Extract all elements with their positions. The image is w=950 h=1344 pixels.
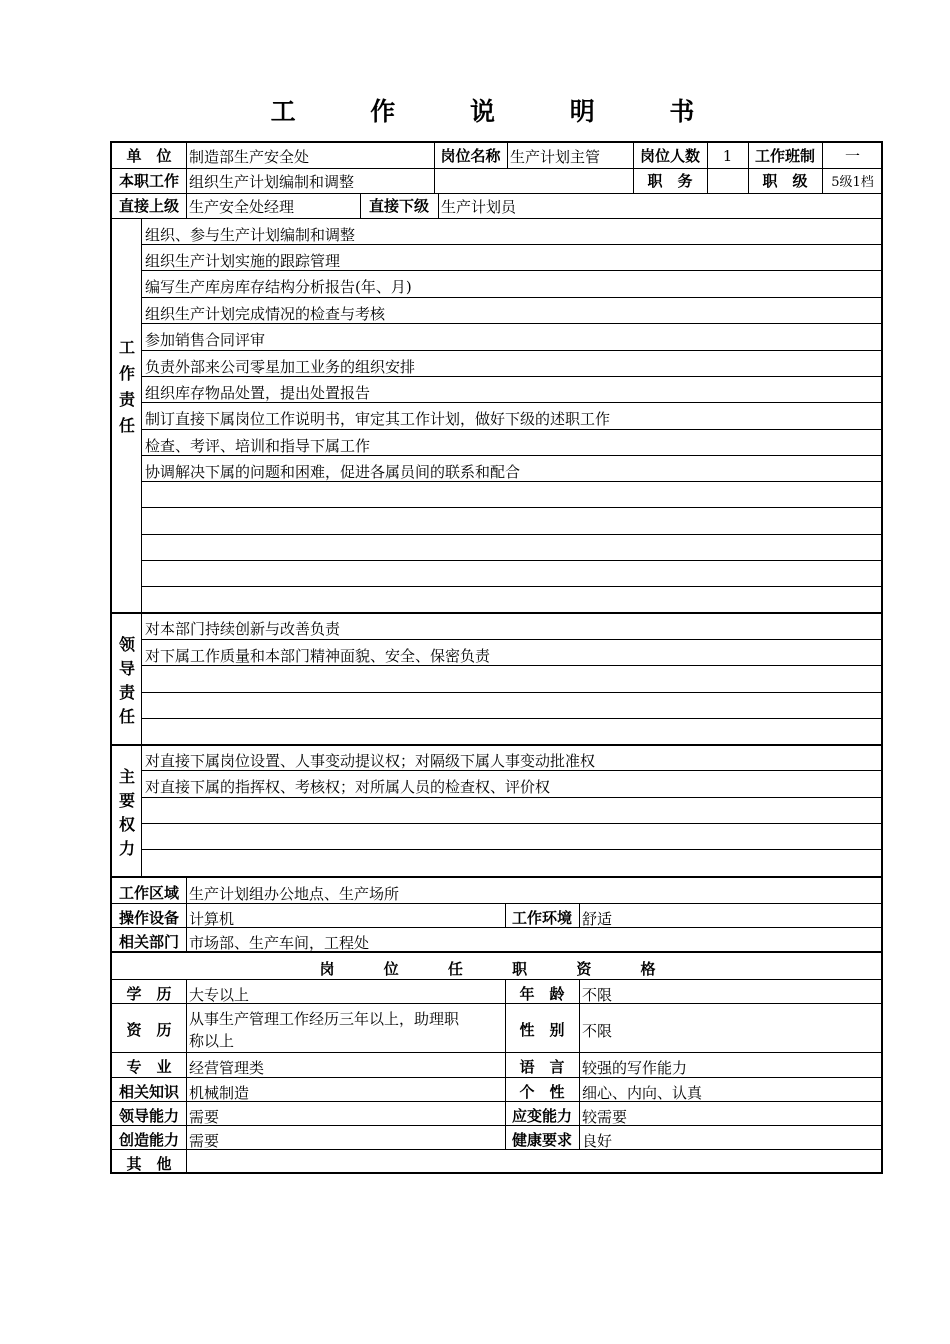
work-duty-item: 负责外部来公司零星加工业务的组织安排 bbox=[145, 358, 416, 376]
unit-label: 单 位 bbox=[126, 147, 172, 165]
shift-label: 工作班制 bbox=[754, 147, 815, 165]
row-divider bbox=[142, 455, 881, 456]
superior-value: 生产安全处经理 bbox=[189, 198, 295, 216]
row-divider bbox=[112, 218, 881, 219]
document-title: 工 作 说 明 书 bbox=[270, 97, 728, 126]
authority-item: 对直接下属岗位设置、人事变动提议权；对隔级下属人事变动批准权 bbox=[145, 752, 596, 770]
row-divider bbox=[112, 168, 881, 169]
creativity-label: 创造能力 bbox=[118, 1131, 179, 1149]
col-divider bbox=[507, 143, 508, 168]
row-divider bbox=[142, 323, 881, 324]
row-divider bbox=[142, 350, 881, 351]
related-dept-label: 相关部门 bbox=[118, 933, 179, 951]
work-duty-item: 检查、考评、培训和指导下属工作 bbox=[145, 437, 371, 455]
work-area-label: 工作区域 bbox=[118, 884, 179, 902]
equipment-label: 操作设备 bbox=[118, 909, 179, 927]
education-label: 学 历 bbox=[126, 985, 172, 1003]
row-divider bbox=[142, 849, 881, 850]
major-value: 经营管理类 bbox=[189, 1059, 265, 1077]
work-duty-item: 组织库存物品处置，提出处置报告 bbox=[145, 384, 371, 402]
row-divider bbox=[142, 481, 881, 482]
post-name-value: 生产计划主管 bbox=[510, 148, 601, 166]
row-divider bbox=[142, 376, 881, 377]
col-divider bbox=[579, 979, 580, 1149]
job-description-form bbox=[110, 141, 883, 1174]
duty-value: 组织生产计划编制和调整 bbox=[189, 173, 355, 191]
headcount-value: 1 bbox=[722, 147, 733, 165]
row-divider bbox=[112, 193, 881, 194]
work-duty-label: 工 作 责 任 bbox=[118, 338, 135, 435]
work-environment-value: 舒适 bbox=[582, 910, 613, 928]
adaptability-label: 应变能力 bbox=[511, 1107, 572, 1125]
gender-label: 性 别 bbox=[519, 1021, 565, 1039]
creativity-value: 需要 bbox=[189, 1132, 220, 1150]
section-divider bbox=[112, 876, 881, 878]
row-divider bbox=[112, 1052, 881, 1053]
experience-label: 资 历 bbox=[126, 1021, 172, 1039]
row-divider bbox=[142, 718, 881, 719]
row-divider bbox=[142, 770, 881, 771]
personality-value: 细心、内向、认真 bbox=[582, 1084, 703, 1102]
other-label: 其 他 bbox=[126, 1155, 172, 1173]
section-divider bbox=[112, 612, 881, 614]
work-area-value: 生产计划组办公地点、生产场所 bbox=[189, 885, 400, 903]
row-divider bbox=[142, 429, 881, 430]
row-divider bbox=[142, 586, 881, 587]
personality-label: 个 性 bbox=[519, 1083, 565, 1101]
language-value: 较强的写作能力 bbox=[582, 1059, 688, 1077]
work-environment-label: 工作环境 bbox=[511, 909, 572, 927]
row-divider bbox=[142, 534, 881, 535]
work-duty-item: 制订直接下属岗位工作说明书，审定其工作计划，做好下级的述职工作 bbox=[145, 410, 611, 428]
row-divider bbox=[142, 797, 881, 798]
row-divider bbox=[142, 692, 881, 693]
col-divider bbox=[186, 979, 187, 1174]
row-divider bbox=[112, 979, 881, 980]
row-divider bbox=[142, 823, 881, 824]
education-value: 大专以上 bbox=[189, 986, 250, 1004]
col-divider bbox=[186, 876, 187, 951]
row-divider bbox=[142, 402, 881, 403]
row-divider bbox=[112, 903, 881, 904]
row-divider bbox=[142, 507, 881, 508]
row-divider bbox=[142, 270, 881, 271]
rank-value: 5级1档 bbox=[831, 175, 874, 190]
related-dept-value: 市场部、生产车间，工程处 bbox=[189, 934, 370, 952]
duty-label: 本职工作 bbox=[118, 172, 179, 190]
col-divider bbox=[186, 143, 187, 218]
position-label: 职 务 bbox=[647, 172, 693, 190]
row-divider bbox=[112, 1149, 881, 1150]
post-name-label: 岗位名称 bbox=[440, 147, 501, 165]
superior-label: 直接上级 bbox=[118, 197, 179, 215]
experience-value-cont: 称以上 bbox=[189, 1032, 235, 1050]
row-divider bbox=[142, 665, 881, 666]
col-divider bbox=[579, 903, 580, 927]
unit-value: 制造部生产安全处 bbox=[189, 148, 310, 166]
health-label: 健康要求 bbox=[511, 1131, 572, 1149]
authority-label: 主 要 权 力 bbox=[118, 767, 135, 858]
row-divider bbox=[142, 560, 881, 561]
rank-label: 职 级 bbox=[762, 172, 808, 190]
language-label: 语 言 bbox=[519, 1058, 565, 1076]
qualifications-heading: 岗 位 任 职 资 格 bbox=[319, 960, 678, 978]
knowledge-label: 相关知识 bbox=[118, 1083, 179, 1101]
subordinate-value: 生产计划员 bbox=[441, 198, 517, 216]
knowledge-value: 机械制造 bbox=[189, 1084, 250, 1102]
row-divider bbox=[142, 297, 881, 298]
age-value: 不限 bbox=[582, 986, 613, 1004]
col-divider bbox=[438, 193, 439, 218]
leadership-item: 对下属工作质量和本部门精神面貌、安全、保密负责 bbox=[145, 647, 491, 665]
work-duty-item: 编写生产库房库存结构分析报告(年、月) bbox=[145, 278, 412, 296]
work-duty-item: 组织生产计划实施的跟踪管理 bbox=[145, 252, 341, 270]
equipment-value: 计算机 bbox=[189, 910, 235, 928]
work-duty-item: 组织生产计划完成情况的检查与考核 bbox=[145, 305, 386, 323]
section-divider bbox=[112, 744, 881, 746]
age-label: 年 龄 bbox=[519, 985, 565, 1003]
row-divider bbox=[112, 1125, 881, 1126]
row-divider bbox=[112, 1077, 881, 1078]
leadership-ability-value: 需要 bbox=[189, 1108, 220, 1126]
row-divider bbox=[142, 639, 881, 640]
leadership-label: 领 导 责 任 bbox=[118, 635, 135, 726]
major-label: 专 业 bbox=[126, 1058, 172, 1076]
experience-value: 从事生产管理工作经历三年以上，助理职 bbox=[189, 1010, 460, 1028]
work-duty-item: 组织、参与生产计划编制和调整 bbox=[145, 226, 356, 244]
row-divider bbox=[142, 244, 881, 245]
adaptability-value: 较需要 bbox=[582, 1108, 628, 1126]
shift-value: 一 bbox=[844, 147, 860, 165]
subordinate-label: 直接下级 bbox=[368, 197, 429, 215]
work-duty-item: 参加销售合同评审 bbox=[145, 331, 266, 349]
headcount-label: 岗位人数 bbox=[639, 147, 700, 165]
leadership-item: 对本部门持续创新与改善负责 bbox=[145, 620, 341, 638]
leadership-ability-label: 领导能力 bbox=[118, 1107, 179, 1125]
work-duty-item: 协调解决下属的问题和困难，促进各属员间的联系和配合 bbox=[145, 463, 521, 481]
gender-value: 不限 bbox=[582, 1022, 613, 1040]
authority-item: 对直接下属的指挥权、考核权；对所属人员的检查权、评价权 bbox=[145, 778, 551, 796]
health-value: 良好 bbox=[582, 1132, 613, 1150]
